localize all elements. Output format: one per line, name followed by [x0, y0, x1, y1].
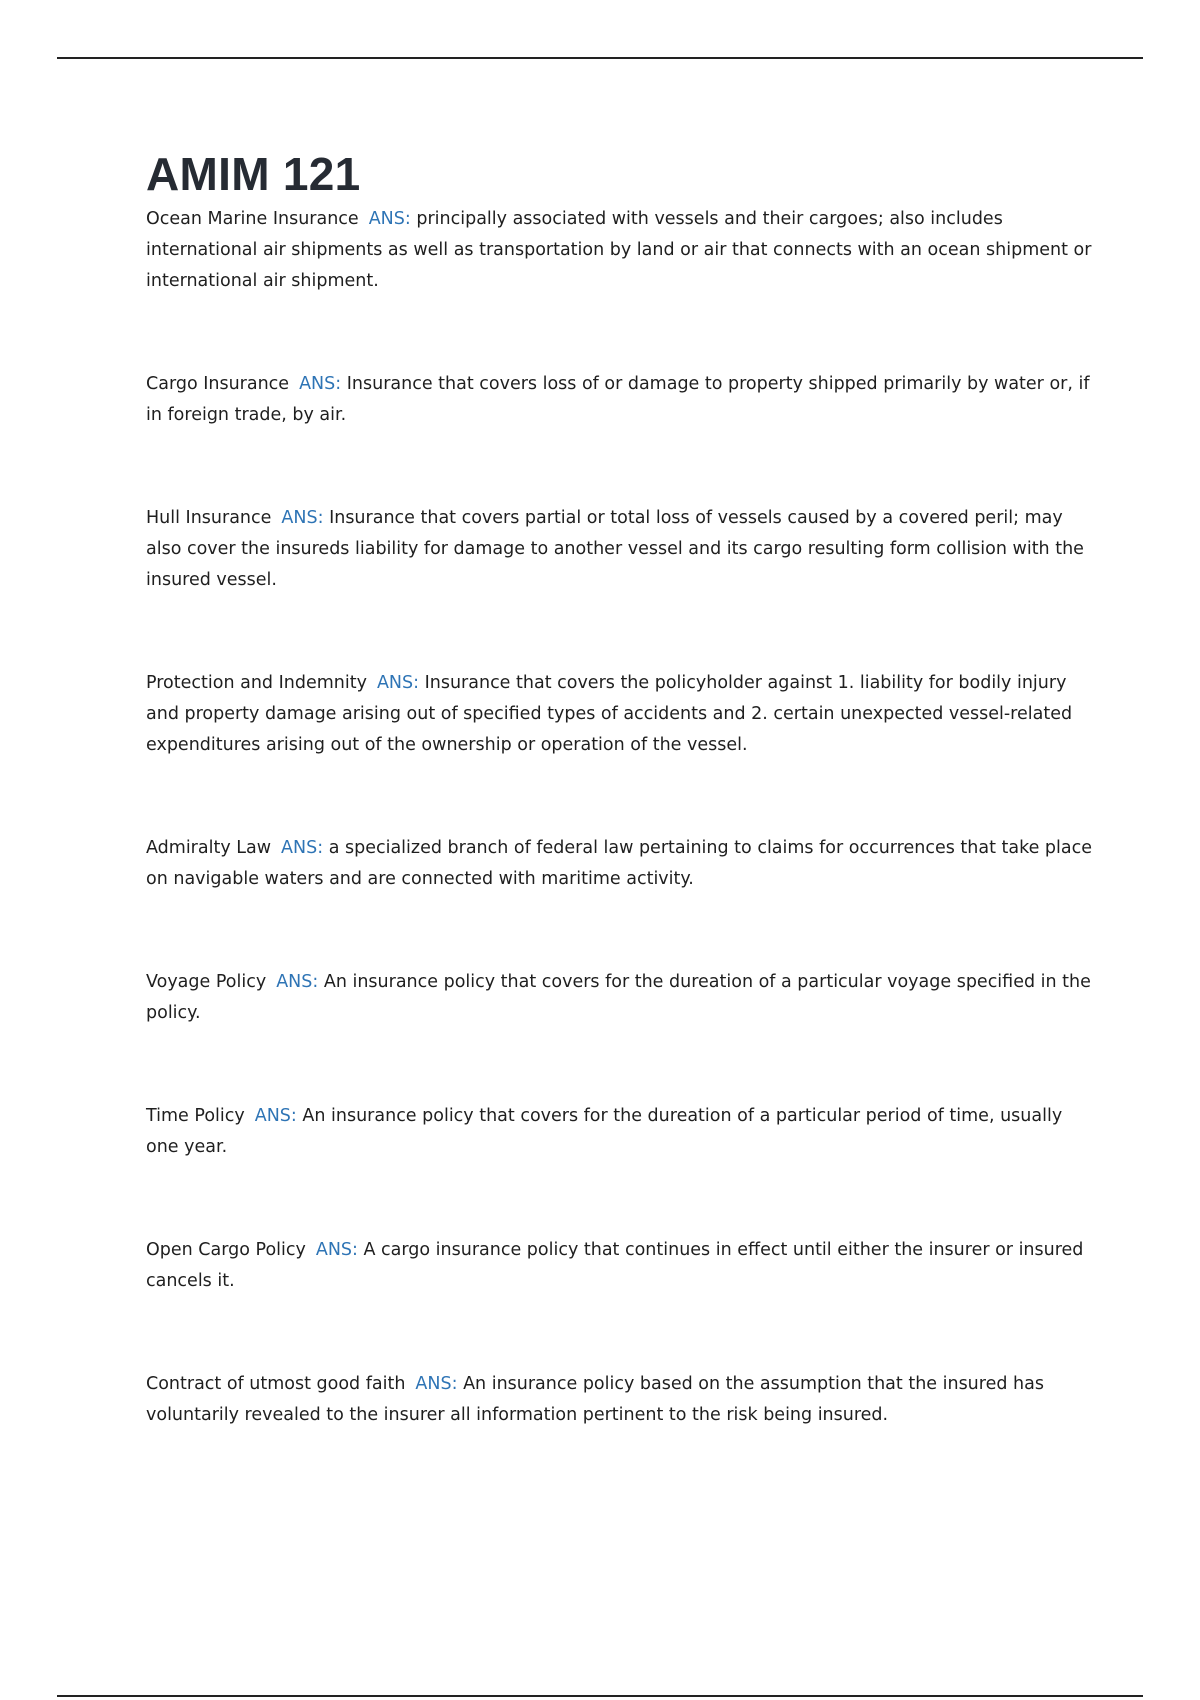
entry-term: Hull Insurance: [146, 508, 272, 528]
answer-label: ANS:: [254, 1106, 297, 1126]
glossary-entry: [146, 967, 1096, 1029]
answer-label: ANS:: [368, 209, 411, 229]
entry-term: Open Cargo Policy: [146, 1240, 306, 1260]
entry-term: Protection and Indemnity: [146, 673, 367, 693]
document-content: [146, 144, 1096, 1431]
footer-rule: [57, 1695, 1143, 1697]
entry-term: Time Policy: [146, 1106, 245, 1126]
entry-definition: An insurance policy based on the assumption that the insured has voluntarily revealed to the insurer all information pertinent to the risk being insured.: [146, 1374, 1044, 1425]
entry-definition: a specialized branch of federal law pertaining to claims for occurrences that take place on navigable waters and are connected with maritime activity.: [146, 838, 1093, 889]
entry-definition: An insurance policy that covers for the dureation of a particular period of time, usually one year.: [146, 1106, 1063, 1157]
entry-definition: A cargo insurance policy that continues in effect until either the insurer or insured cancels it.: [146, 1240, 1084, 1291]
glossary-entry: [146, 1235, 1096, 1297]
answer-label: ANS:: [299, 374, 342, 394]
answer-label: ANS:: [276, 972, 319, 992]
glossary-entry: [146, 833, 1096, 895]
entry-term: Contract of utmost good faith: [146, 1374, 406, 1394]
entry-definition: Insurance that covers partial or total loss of vessels caused by a covered peril; may also cover the insureds liability for damage to another vessel and its cargo resulting form collision with the insured vessel.: [146, 508, 1084, 590]
answer-label: ANS:: [415, 1374, 458, 1394]
answer-label: ANS:: [281, 838, 324, 858]
entry-term: Admiralty Law: [146, 838, 272, 858]
glossary-entry: [146, 1369, 1096, 1431]
entry-definition: An insurance policy that covers for the dureation of a particular voyage specified in the policy.: [146, 972, 1091, 1023]
answer-label: ANS:: [315, 1240, 358, 1260]
glossary-entry: [146, 503, 1096, 596]
document-title: AMIM 121: [146, 148, 361, 200]
answer-label: ANS:: [376, 673, 420, 693]
glossary-entry: [146, 668, 1096, 761]
header-rule: [57, 57, 1143, 59]
glossary-entry: [146, 1101, 1096, 1163]
glossary-entry: [146, 369, 1096, 431]
glossary-entry: [146, 204, 1096, 297]
entry-term: Voyage Policy: [146, 972, 267, 992]
entry-term: Ocean Marine Insurance: [146, 209, 359, 229]
entry-definition: Insurance that covers the policyholder against 1. liability for bodily injury and property damage arising out of specified types of accidents and 2. certain unexpected vessel-related expenditures arising out of the ownership or operation of the vessel.: [146, 673, 1073, 755]
answer-label: ANS:: [281, 508, 324, 528]
entry-definition: Insurance that covers loss of or damage to property shipped primarily by water or, if in foreign trade, by air.: [146, 374, 1090, 425]
entry-definition: principally associated with vessels and their cargoes; also includes international air shipments as well as transportation by land or air that connects with an ocean shipment or international air shipment.: [146, 209, 1092, 291]
entry-term: Cargo Insurance: [146, 374, 290, 394]
